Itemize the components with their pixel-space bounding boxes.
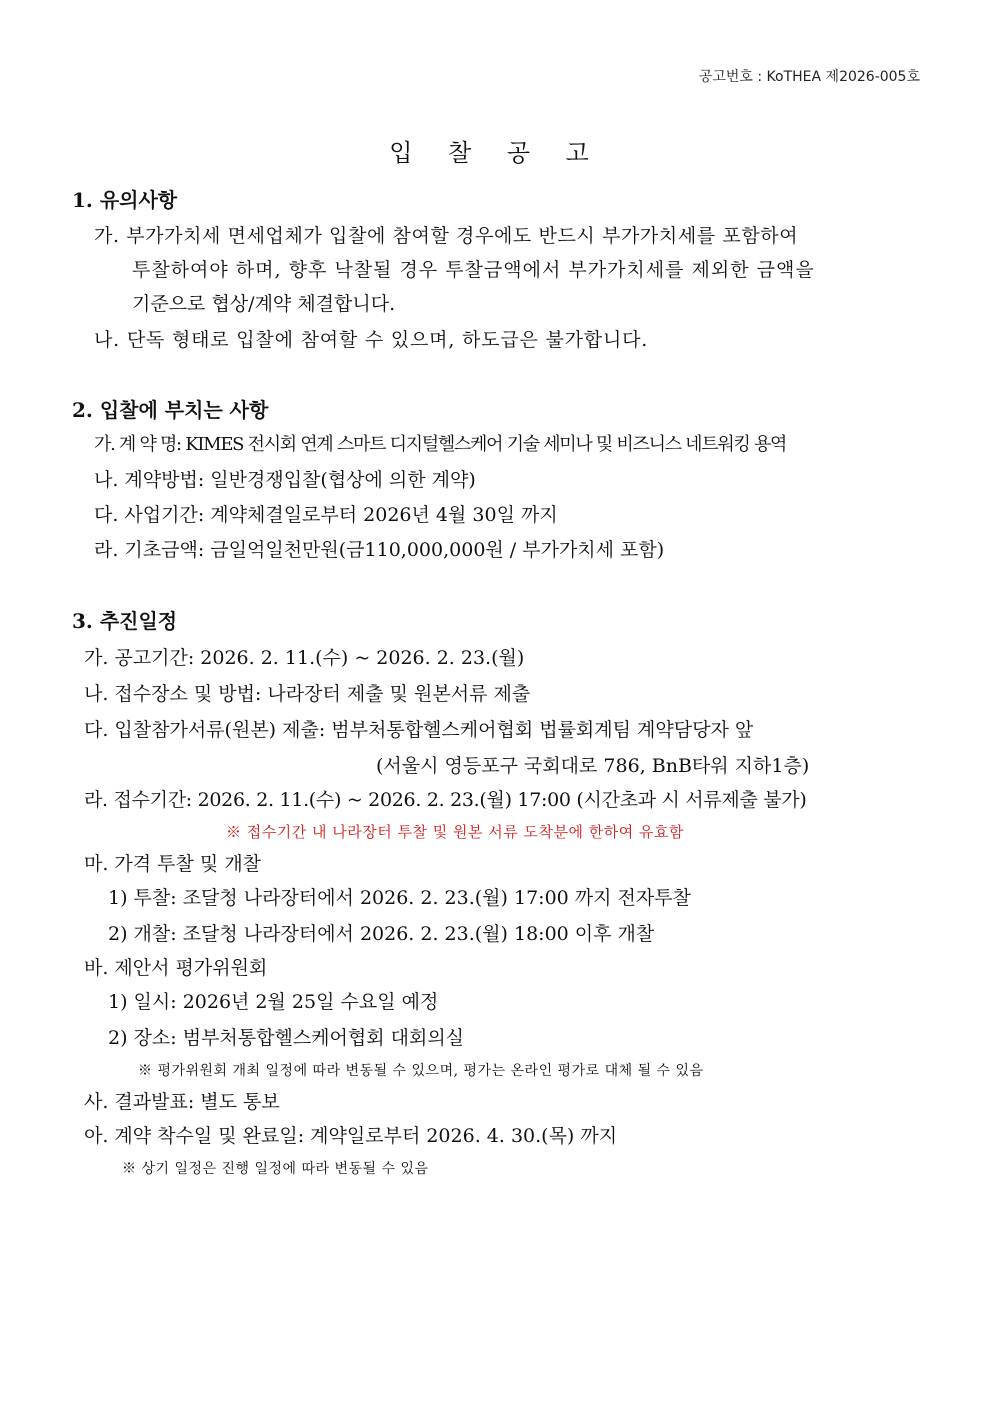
- s1-item-na: 나. 단독 형태로 입찰에 참여할 수 있으며, 하도급은 불가합니다.: [94, 329, 649, 351]
- s3-contract-dates: 아. 계약 착수일 및 완료일: 계약일로부터 2026. 4. 30.(목) 까지: [84, 1125, 618, 1147]
- s2-project-period: 다. 사업기간: 계약체결일로부터 2026년 4월 30일 까지: [94, 504, 558, 526]
- s3-address: (서울시 영등포구 국회대로 786, BnB타워 지하1층): [376, 755, 810, 777]
- s1-item-ga-line3: 기준으로 협상/계약 체결합니다.: [132, 293, 396, 315]
- page-title: 입 찰 공 고: [389, 139, 603, 167]
- notice-number: 공고번호 : KoTHEA 제2026-005호: [698, 69, 920, 85]
- s2-contract-method: 나. 계약방법: 일반경쟁입찰(협상에 의한 계약): [94, 469, 476, 491]
- s2-contract-name: 가. 계 약 명: KIMES 전시회 연계 스마트 디지털헬스케어 기술 세미나 및 비즈니스 네트워킹 용역: [94, 434, 787, 455]
- s3-result-announcement: 사. 결과발표: 별도 통보: [84, 1091, 280, 1113]
- s2-base-amount: 라. 기초금액: 금일억일천만원(금110,000,000원 / 부가가치세 포함): [94, 539, 665, 561]
- s3-evaluation-place: 2) 장소: 범부처통합헬스케어협회 대회의실: [108, 1027, 465, 1049]
- s3-evaluation-note: ※ 평가위원회 개최 일정에 따라 변동될 수 있으며, 평가는 온라인 평가로 대체 될 수 있음: [138, 1063, 704, 1079]
- s3-submission-place: 나. 접수장소 및 방법: 나라장터 제출 및 원본서류 제출: [84, 683, 531, 705]
- s3-opening: 2) 개찰: 조달청 나라장터에서 2026. 2. 23.(월) 18:00 이후 개찰: [108, 923, 655, 945]
- section-3-heading: 3. 추진일정: [72, 609, 178, 633]
- s3-notice-period: 가. 공고기간: 2026. 2. 11.(수) ~ 2026. 2. 23.(월): [84, 647, 525, 669]
- s1-item-ga-line1: 가. 부가가치세 면세업체가 입찰에 참여할 경우에도 반드시 부가가치세를 포함하여: [94, 225, 799, 247]
- s3-evaluation-committee: 바. 제안서 평가위원회: [84, 957, 268, 979]
- s3-document-submission: 다. 입찰참가서류(원본) 제출: 범부처통합헬스케어협회 법률회계팀 계약담당자 앞: [84, 719, 754, 741]
- s3-schedule-note: ※ 상기 일정은 진행 일정에 따라 변동될 수 있음: [122, 1161, 429, 1177]
- s1-item-ga-line2: 투찰하여야 하며, 향후 낙찰될 경우 투찰금액에서 부가가치세를 제외한 금액을: [132, 259, 815, 281]
- section-2-heading: 2. 입찰에 부치는 사항: [72, 398, 269, 422]
- s3-submission-period: 라. 접수기간: 2026. 2. 11.(수) ~ 2026. 2. 23.(월) 17:00 (시간초과 시 서류제출 불가): [84, 789, 807, 811]
- s3-evaluation-date: 1) 일시: 2026년 2월 25일 수요일 예정: [108, 991, 439, 1013]
- section-1-heading: 1. 유의사항: [72, 188, 178, 212]
- s3-submission-note: ※ 접수기간 내 나라장터 투찰 및 원본 서류 도착분에 한하여 유효함: [226, 823, 684, 841]
- s3-bidding: 1) 투찰: 조달청 나라장터에서 2026. 2. 23.(월) 17:00 까지 전자투찰: [108, 887, 691, 909]
- s3-bidding-opening: 마. 가격 투찰 및 개찰: [84, 853, 262, 875]
